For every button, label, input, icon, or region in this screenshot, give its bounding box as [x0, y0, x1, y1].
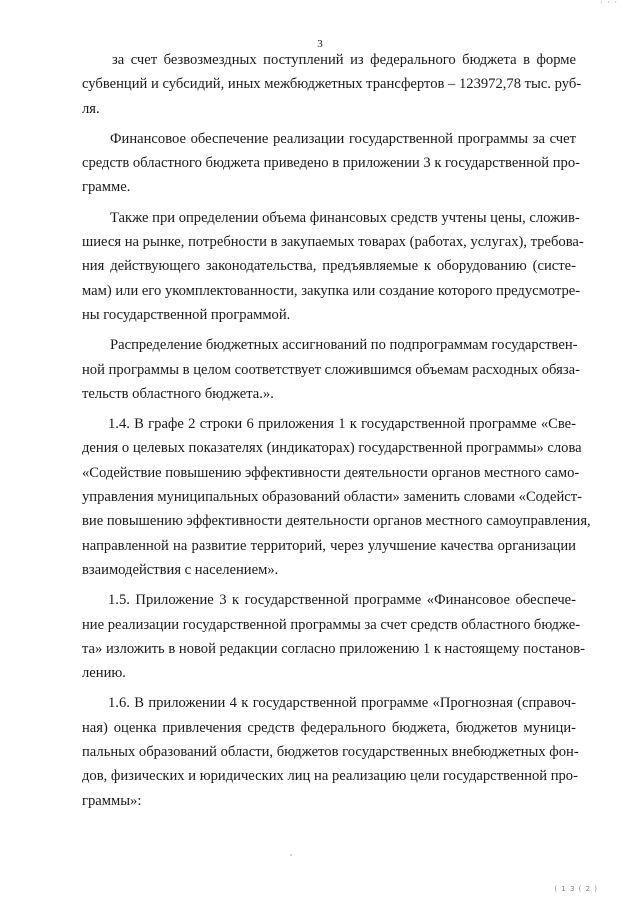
text-line: мам) или его укомплектованности, закупка или создание которого предусмотре- [82, 282, 581, 299]
text-line: ная) оценка привлечения средств федерального бюджета, бюджетов муници- [82, 719, 576, 736]
text-line: средств областного бюджета приведено в приложении 3 к государственной про- [82, 155, 580, 172]
text-line: за счет безвозмездных поступлений из федерального бюджета в форме [112, 52, 576, 68]
text-line: дов, физических и юридических лиц на реализацию цели государственной про- [82, 768, 578, 785]
text-line: грамме. [82, 179, 131, 196]
text-line: ля. [82, 100, 100, 117]
paragraph-item-1-6 [82, 691, 579, 812]
text-line: дения о целевых показателях (индикаторах) государственной программы» слова [82, 440, 582, 457]
text-line: субвенций и субсидий, иных межбюджетных трансфертов – 123972,78 тыс. руб- [82, 76, 582, 93]
text-line: ной программы в целом соответствует сложившимся объемам расходных обяза- [82, 361, 580, 378]
page-number: 3 [317, 38, 323, 50]
document-body [82, 48, 591, 813]
text-line: шиеся на рынке, потребности в закупаемых товарах (работах, услугах), требова- [82, 234, 584, 251]
text-line: «Содействие повышению эффективности деятельности органов местного само- [82, 464, 580, 481]
text-line: пальных образований области, бюджетов государственных внебюджетных фон- [82, 744, 579, 761]
paragraph-financing-federal [82, 48, 582, 121]
text-line: Распределение бюджетных ассигнований по подпрограммам государствен- [110, 337, 578, 354]
paragraph-item-1-5 [82, 588, 585, 685]
paragraph-financing-regional [82, 127, 580, 200]
text-line: та» изложить в новой редакции согласно приложению 1 к настоящему постанов- [82, 640, 585, 657]
text-line: ны государственной программой. [82, 306, 291, 323]
paragraph-prices-considered [82, 206, 584, 327]
text-line: управления муниципальных образований области» заменить словами «Содейст- [82, 489, 582, 506]
text-line: граммы»: [82, 792, 142, 809]
text-line: взаимодействия с населением». [82, 561, 279, 578]
text-line: 1.6. В приложении 4 к государственной программе «Прогнозная (справоч- [108, 695, 576, 712]
text-line: ния действующего законодательства, предъявляемые к оборудованию (систе- [82, 258, 576, 275]
text-line: Финансовое обеспечение реализации государственной программы за счет [110, 130, 576, 147]
footer-scan-mark: ( 1 3 ( 2 ) [554, 885, 598, 893]
text-line: тельств областного бюджета.». [82, 385, 274, 402]
text-line: 1.4. В графе 2 строки 6 приложения 1 к государственной программе «Све- [108, 416, 576, 433]
paragraph-item-1-4 [82, 412, 591, 582]
text-line: Также при определении объема финансовых средств учтены цены, сложив- [110, 209, 580, 226]
text-line: вие повышению эффективности деятельности органов местного самоуправления, [82, 513, 591, 530]
text-line: 1.5. Приложение 3 к государственной программе «Финансовое обеспече- [108, 592, 576, 609]
text-line: ние реализации государственной программы за счет средств областного бюдже- [82, 616, 581, 633]
paragraph-budget-distribution [82, 333, 580, 406]
text-line: направленной на развитие территорий, через улучшение качества организации [82, 537, 576, 554]
text-line: лению. [82, 665, 126, 682]
scan-speck [290, 854, 292, 856]
corner-scan-mark: · · · [600, 0, 618, 7]
